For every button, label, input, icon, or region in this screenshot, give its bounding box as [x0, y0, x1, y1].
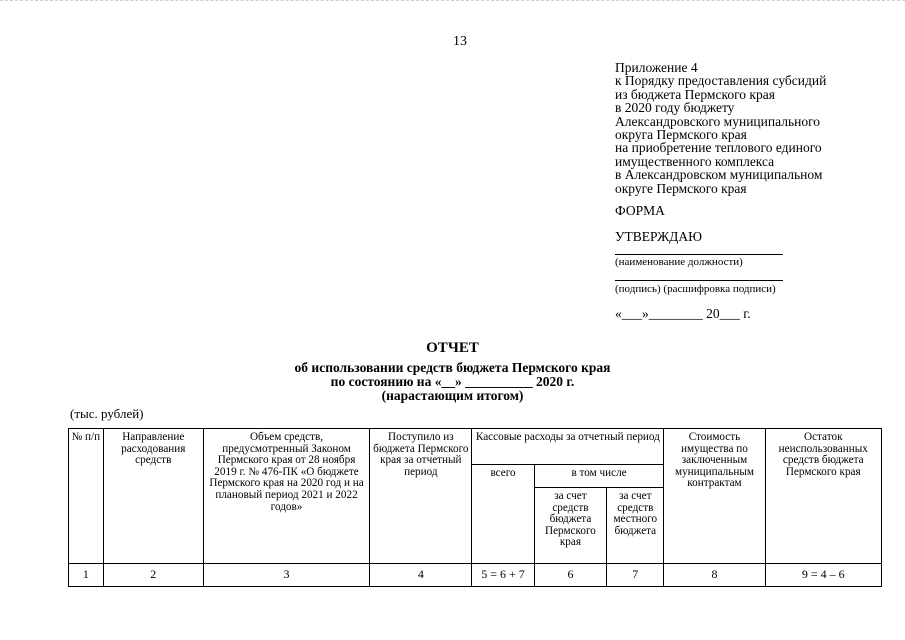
subtitle-line: (нарастающим итогом): [381, 388, 524, 403]
subtitle-line: об использовании средств бюджета Пермского края: [294, 360, 611, 375]
header-direction: Направление расходования средств: [103, 429, 203, 564]
column-number-cell: 7: [607, 564, 664, 587]
approve-label: УТВЕРЖДАЮ: [615, 229, 703, 244]
appendix-block: [615, 61, 875, 195]
appendix-line: Александровского муниципального: [615, 113, 821, 129]
column-number-cell: 8: [664, 564, 765, 587]
column-number-cell: 2: [103, 564, 203, 587]
appendix-line: к Порядку предоставления субсидий: [615, 73, 827, 89]
form-label: ФОРМА: [615, 203, 665, 218]
header-cash-expenses: Кассовые расходы за отчетный период: [472, 429, 664, 465]
column-number-cell: 4: [370, 564, 472, 587]
signature-caption: (подпись) (расшифровка подписи): [615, 283, 776, 295]
signature-line: [615, 280, 783, 281]
report-table: [68, 428, 882, 587]
column-number-cell: 1: [69, 564, 104, 587]
report-subtitle: [0, 361, 905, 403]
units-label: (тыс. рублей): [70, 406, 144, 421]
header-total: всего: [472, 465, 534, 564]
approval-date: «___»________ 20___ г.: [615, 306, 751, 321]
column-number-cell: 6: [534, 564, 607, 587]
appendix-line: имущественного комплекса: [615, 153, 775, 169]
page-number: 13: [453, 34, 467, 49]
header-property-cost: Стоимость имущества по заключенным муниципальным контрактам: [664, 429, 765, 564]
header-unused-balance: Остаток неиспользованных средств бюджета Пермского края: [765, 429, 881, 564]
report-title: ОТЧЕТ: [426, 340, 479, 356]
column-number-cell: 5 = 6 + 7: [472, 564, 534, 587]
header-received: Поступило из бюджета Пермского края за отчетный период: [370, 429, 472, 564]
appendix-line: округе Пермского края: [615, 180, 747, 196]
column-number-cell: 3: [203, 564, 369, 587]
header-regional-funds: за счет средств бюджета Пермского края: [534, 488, 607, 564]
subtitle-line: по состоянию на «__» __________ 2020 г.: [330, 374, 575, 389]
header-local-funds: за счет средств местного бюджета: [607, 488, 664, 564]
appendix-line: Приложение 4: [615, 60, 698, 75]
appendix-line: в 2020 году бюджету: [615, 100, 735, 116]
appendix-line: в Александровском муниципальном: [615, 167, 823, 183]
column-number-cell: 9 = 4 – 6: [765, 564, 881, 587]
header-planned-volume: Объем средств, предусмотренный Законом Пермского края от 28 ноября 2019 г. № 476-ПК «О бюджете Пермского края на 2020 год и на плановый период 2021 и 2022 годов»: [203, 429, 369, 564]
position-line: [615, 254, 783, 255]
appendix-line: округа Пермского края: [615, 127, 747, 143]
appendix-line: на приобретение теплового единого: [615, 140, 822, 156]
header-number: № п/п: [69, 429, 104, 564]
top-border: [0, 0, 905, 2]
appendix-line: из бюджета Пермского края: [615, 86, 775, 102]
header-including: в том числе: [534, 465, 664, 488]
position-caption: (наименование должности): [615, 256, 743, 268]
